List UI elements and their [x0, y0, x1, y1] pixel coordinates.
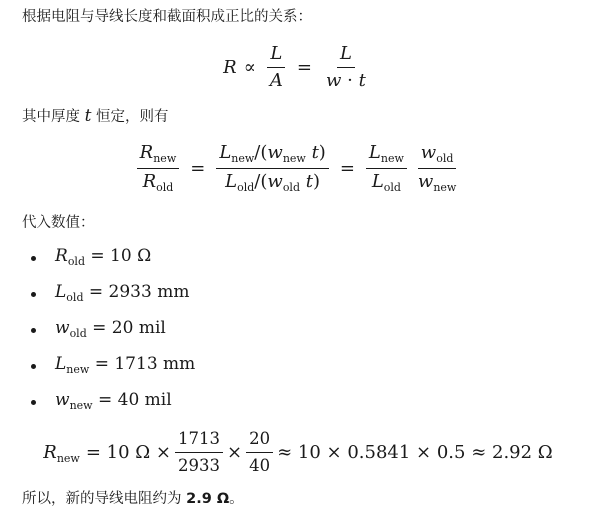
calc-width-num: 20 [246, 428, 273, 453]
value-l-old: $L_{old} = 2933$ mm [55, 282, 190, 304]
intro-text: 根据电阻与导线长度和截面积成正比的关系： [22, 9, 312, 25]
conclusion-prefix: 所以，新的导线电阻约为 [22, 491, 187, 507]
calc-width-fraction [246, 428, 273, 477]
bullet-dot [31, 256, 36, 261]
list-item [0, 388, 596, 418]
conclusion-value: 2.9 Ω [186, 491, 230, 507]
calc-length-num: 1713 [175, 428, 223, 453]
calc-length-den: 2933 [178, 455, 221, 475]
formula1-dot: · [347, 69, 353, 91]
thickness-text-after: 恒定，则有 [91, 109, 169, 125]
ratio-expanded-num: $L_{new}/(w_{new}$ t) [216, 142, 329, 169]
ratio-r-new: $R_{new}$ [137, 142, 180, 169]
formula1-area: A [269, 69, 283, 91]
proportionality-formula [0, 42, 596, 92]
ratio-w-new: $w_{new}$ [417, 170, 457, 194]
value-w-new: $w_{new} = 40$ mil [55, 390, 172, 412]
calc-result: ≈ 10 × 0.5841 × 0.5 ≈ 2.92 Ω [277, 441, 553, 463]
bullet-dot [31, 364, 36, 369]
bullet-dot [31, 292, 36, 297]
list-item [0, 244, 596, 274]
calc-lhs: $R_{new}$ [43, 441, 80, 465]
ratio-length-fraction [366, 142, 407, 195]
thickness-text [22, 106, 169, 127]
formula1-length: L [267, 43, 285, 68]
list-item [0, 280, 596, 310]
formula1-proportional-sign: ∝ [243, 56, 256, 78]
calc-width-den: 40 [249, 455, 271, 475]
bullet-dot [31, 400, 36, 405]
formula1-width-thickness [323, 68, 369, 92]
ratio-formula [0, 142, 596, 194]
ratio-r-old: $R_{old}$ [142, 170, 174, 194]
bullet-dot [31, 328, 36, 333]
calc-times: × [227, 441, 243, 463]
ratio-l-new: $L_{new}$ [366, 142, 407, 169]
formula1-width: w [325, 69, 342, 91]
ratio-expanded-fraction [216, 142, 329, 195]
thickness-text-before: 其中厚度 [22, 109, 85, 125]
formula1-length-over-area [267, 43, 286, 92]
value-r-old: $R_{old} = 10$ Ω [55, 246, 152, 268]
thickness-variable: t [84, 106, 92, 126]
list-item [0, 316, 596, 346]
calculation-formula [0, 426, 596, 478]
ratio-width-fraction [415, 142, 459, 195]
conclusion-text [22, 489, 244, 509]
value-l-new: $L_{new} = 1713$ mm [55, 354, 196, 376]
formula1-resistance: R [223, 56, 237, 78]
substitute-label: 代入数值： [22, 215, 95, 231]
calc-eq-part: = 10 Ω × [85, 441, 172, 463]
ratio-equals-2: = [339, 157, 355, 179]
value-w-old: $w_{old} = 20$ mil [55, 318, 166, 340]
ratio-l-old: $L_{old}$ [371, 170, 401, 194]
formula1-length-2: L [337, 43, 355, 68]
formula1-thickness: t [358, 69, 366, 91]
ratio-r-new-over-r-old [137, 142, 180, 195]
formula1-length-over-width-thickness [323, 43, 369, 92]
ratio-equals-1: = [190, 157, 206, 179]
ratio-expanded-den: $L_{old}/(w_{old}$ t) [225, 170, 320, 194]
calc-length-fraction [175, 428, 223, 477]
ratio-w-old: $w_{old}$ [418, 142, 457, 169]
formula1-equals: = [296, 56, 312, 78]
list-item [0, 352, 596, 382]
conclusion-suffix: 。 [229, 491, 244, 507]
